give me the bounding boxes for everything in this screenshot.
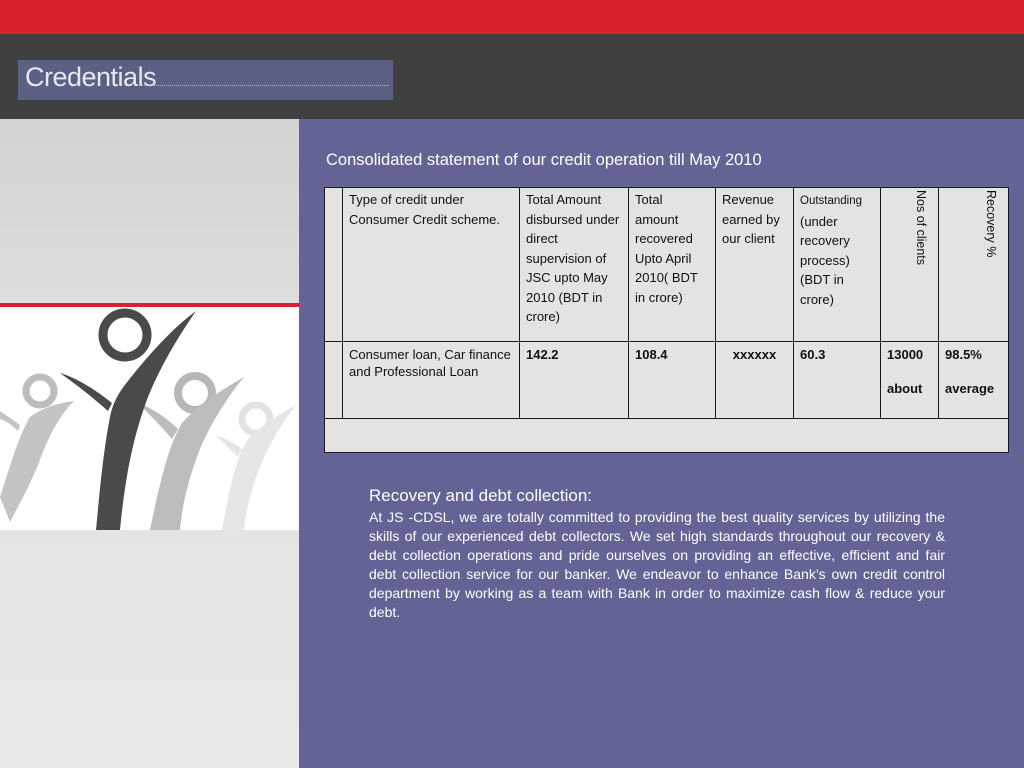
section-heading: Recovery and debt collection: (369, 486, 593, 505)
people-figures-icon (0, 307, 299, 530)
header-outstanding-label: Outstanding (800, 195, 863, 207)
header-outstanding (794, 188, 881, 342)
cell-recovered: 108.4 (629, 342, 716, 419)
cell-clients-value: 13000 (887, 347, 924, 362)
slide-title-box (18, 60, 393, 100)
table-row (325, 342, 1009, 419)
table-marker-cell (325, 188, 343, 342)
cell-clients-note: about (887, 381, 923, 396)
table-header-row (325, 188, 1009, 342)
section-body-text: At JS -CDSL, we are totally committed to providing the best quality services by utilizing the skills of our experienced debt collectors. We set high standards throughout our recovery & debt collection operations and pride ourselves on providing an effective, efficient and fair debt collection service for our banker. We endeavor to enhance Bank’s own credit control department by working as a team with Bank in order to maximize cash flow & reduce your debt. (369, 509, 945, 620)
table-empty-row (325, 419, 1009, 453)
header-recovery (939, 188, 1009, 342)
cell-recovery-value: 98.5% (945, 347, 982, 362)
header-clients (881, 188, 939, 342)
header-recovery-label: Recovery % (984, 190, 998, 258)
title-dotted-rule (140, 85, 389, 86)
people-illustration (0, 307, 299, 530)
header-outstanding-detail: (under recovery process) (BDT in crore) (800, 213, 850, 307)
cell-recovery (939, 342, 1009, 419)
cell-outstanding: 60.3 (794, 342, 881, 419)
header-amount-disbursed: Total Amount disbursed under direct supervision of JSC upto May 2010 (BDT in crore) (520, 188, 629, 342)
row-marker-cell (325, 342, 343, 419)
slide-title: Credentials (25, 62, 157, 92)
credit-operation-table (324, 187, 1009, 453)
cell-disbursed: 142.2 (520, 342, 629, 419)
header-revenue: Revenue earned by our client (716, 188, 794, 342)
cell-clients (881, 342, 939, 419)
cell-credit-type: Consumer loan, Car finance and Professional Loan (343, 342, 520, 419)
header-clients-label: Nos of clients (914, 190, 928, 266)
cell-recovery-note: average (945, 381, 995, 396)
header-credit-type: Type of credit under Consumer Credit scheme. (343, 188, 520, 342)
header-amount-recovered: Total amount recovered Upto April 2010( BDT in crore) (629, 188, 716, 342)
table-empty-cell (325, 419, 1009, 453)
table-caption: Consolidated statement of our credit operation till May 2010 (326, 151, 762, 169)
top-red-strip (0, 0, 1024, 34)
cell-revenue: xxxxxx (716, 342, 794, 419)
